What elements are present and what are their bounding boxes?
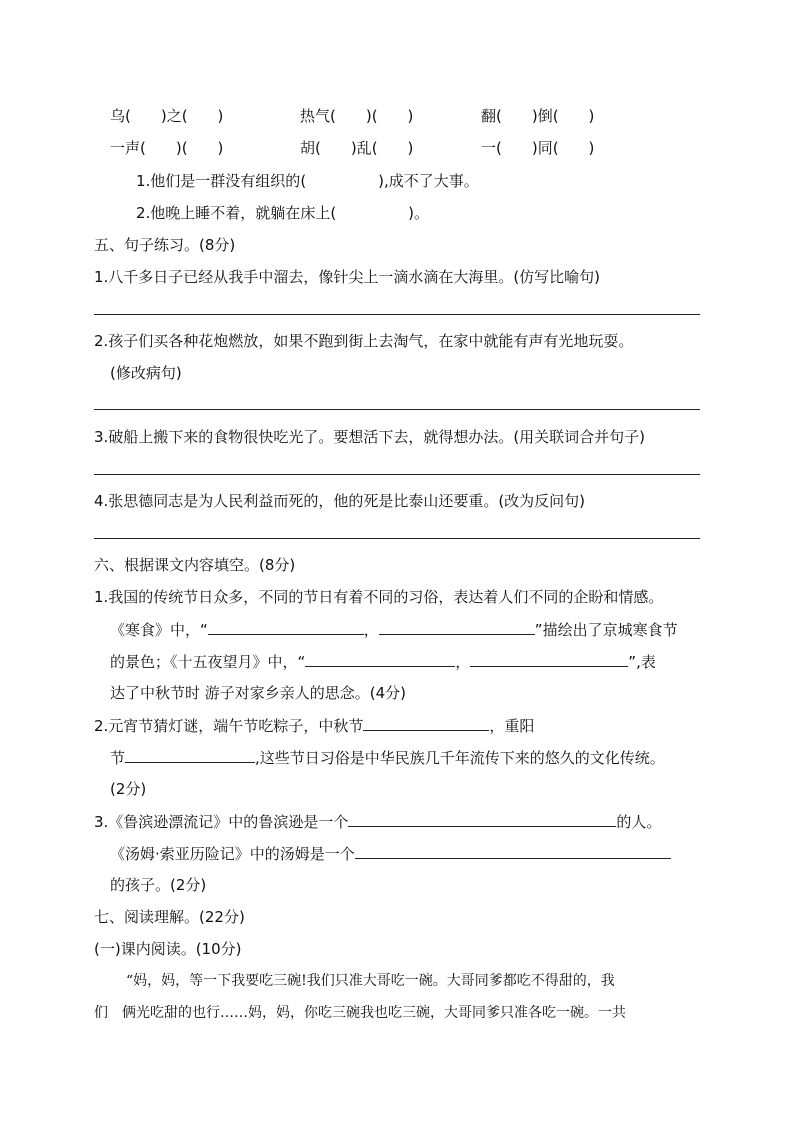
- q2-pre: 2.元宵节猜灯谜，端午节吃粽子，中秋节: [94, 717, 364, 735]
- blank[interactable]: [470, 651, 628, 667]
- q2-post: ，重阳: [489, 717, 535, 735]
- fill-sentence-2: [136, 203, 429, 223]
- q1-hanshi-post: ”描绘出了京城寒食节: [534, 621, 678, 639]
- sec6-q1-line3: [110, 651, 656, 672]
- blank[interactable]: [363, 715, 489, 731]
- fill-sentence-1-post: ),成不了大事。: [378, 172, 479, 190]
- blank[interactable]: [208, 619, 364, 635]
- fill-sentence-1-pre: 1.他们是一群没有组织的(: [136, 172, 307, 190]
- blank[interactable]: [125, 747, 255, 763]
- sec5-q2: 2.孩子们买各种花炮燃放，如果不跑到街上去淘气，在家中就能有声有光地玩耍。: [94, 332, 634, 350]
- answer-line[interactable]: [94, 474, 700, 475]
- q1-hanshi-pre: 《寒食》中，“: [110, 621, 208, 639]
- sec5-q1: 1.八千多日子已经从我手中溜去，像针尖上一滴水滴在大海里。(仿写比喻句): [94, 268, 601, 286]
- idiom-6: 一( )同( ): [481, 139, 595, 157]
- sec6-q3-line1: [94, 811, 661, 832]
- idiom-5: 胡( )乱( ): [300, 139, 414, 157]
- q3-post: 的人。: [616, 813, 662, 831]
- sec6-q3-line2: [110, 843, 671, 864]
- blank[interactable]: [305, 651, 455, 667]
- fill-sentence-2-post: )。: [408, 204, 430, 222]
- section-6-title: 六、根据课文内容填空。(8分): [94, 556, 296, 574]
- sec5-q3: 3.破船上搬下来的食物很快吃光了。要想活下去，就得想办法。(用关联词合并句子): [94, 428, 646, 446]
- q2-tail: ,这些节日习俗是中华民族几千年流传下来的悠久的文化传统。: [255, 749, 665, 767]
- q3-tom: 《汤姆·索亚历险记》中的汤姆是一个: [110, 845, 355, 863]
- q1-wangyue-post: ”,表: [628, 653, 656, 671]
- section-7-sub-1: (一)课内阅读。(10分): [94, 940, 242, 958]
- reading-passage-line-2: 们 俩光吃甜的也行……妈，妈，你吃三碗我也吃三碗，大哥同爹只准各吃一碗。一共: [94, 1005, 626, 1021]
- q1-wangyue-pre: 的景色；《十五夜望月》中，“: [110, 653, 306, 671]
- answer-line[interactable]: [94, 538, 700, 539]
- q2-jie: 节: [110, 749, 126, 767]
- comma: ，: [455, 653, 471, 671]
- sec6-q1-line2: [110, 619, 678, 640]
- fill-sentence-2-pre: 2.他晚上睡不着，就躺在床上(: [136, 204, 337, 222]
- answer-line[interactable]: [94, 409, 700, 410]
- idiom-1: 乌( )之( ): [110, 107, 224, 125]
- section-5-title: 五、句子练习。(8分): [94, 236, 236, 254]
- sec6-q3-line3: 的孩子。(2分): [110, 876, 207, 894]
- reading-passage-line-1: “妈，妈，等一下我要吃三碗!我们只准大哥吃一碗。大哥同爹都吃不得甜的，我: [126, 973, 615, 989]
- q3-pre: 3.《鲁滨逊漂流记》中的鲁滨逊是一个: [94, 813, 349, 831]
- blank[interactable]: [379, 619, 535, 635]
- answer-line[interactable]: [94, 314, 700, 315]
- idiom-2: 热气( )( ): [300, 107, 414, 125]
- sec5-q4: 4.张思德同志是为人民利益而死的，他的死是比泰山还要重。(改为反问句): [94, 492, 586, 510]
- fill-sentence-1: [136, 171, 479, 191]
- sec6-q2-line2: [110, 747, 665, 768]
- sec5-q2-note: (修改病句): [110, 364, 182, 382]
- sec6-q1-line4: 达了中秋节时 游子对家乡亲人的思念。(4分): [110, 684, 407, 702]
- section-7-title: 七、阅读理解。(22分): [94, 908, 245, 926]
- idiom-4: 一声( )( ): [110, 139, 224, 157]
- blank[interactable]: [348, 811, 616, 827]
- sec6-q2-score: (2分): [110, 780, 147, 798]
- sec6-q2-line1: [94, 715, 534, 736]
- idiom-3: 翻( )倒( ): [481, 107, 595, 125]
- blank[interactable]: [355, 843, 671, 859]
- sec6-q1-line1: 1.我国的传统节日众多，不同的节日有着不同的习俗，表达着人们不同的企盼和情感。: [94, 588, 664, 606]
- comma: ，: [363, 621, 379, 639]
